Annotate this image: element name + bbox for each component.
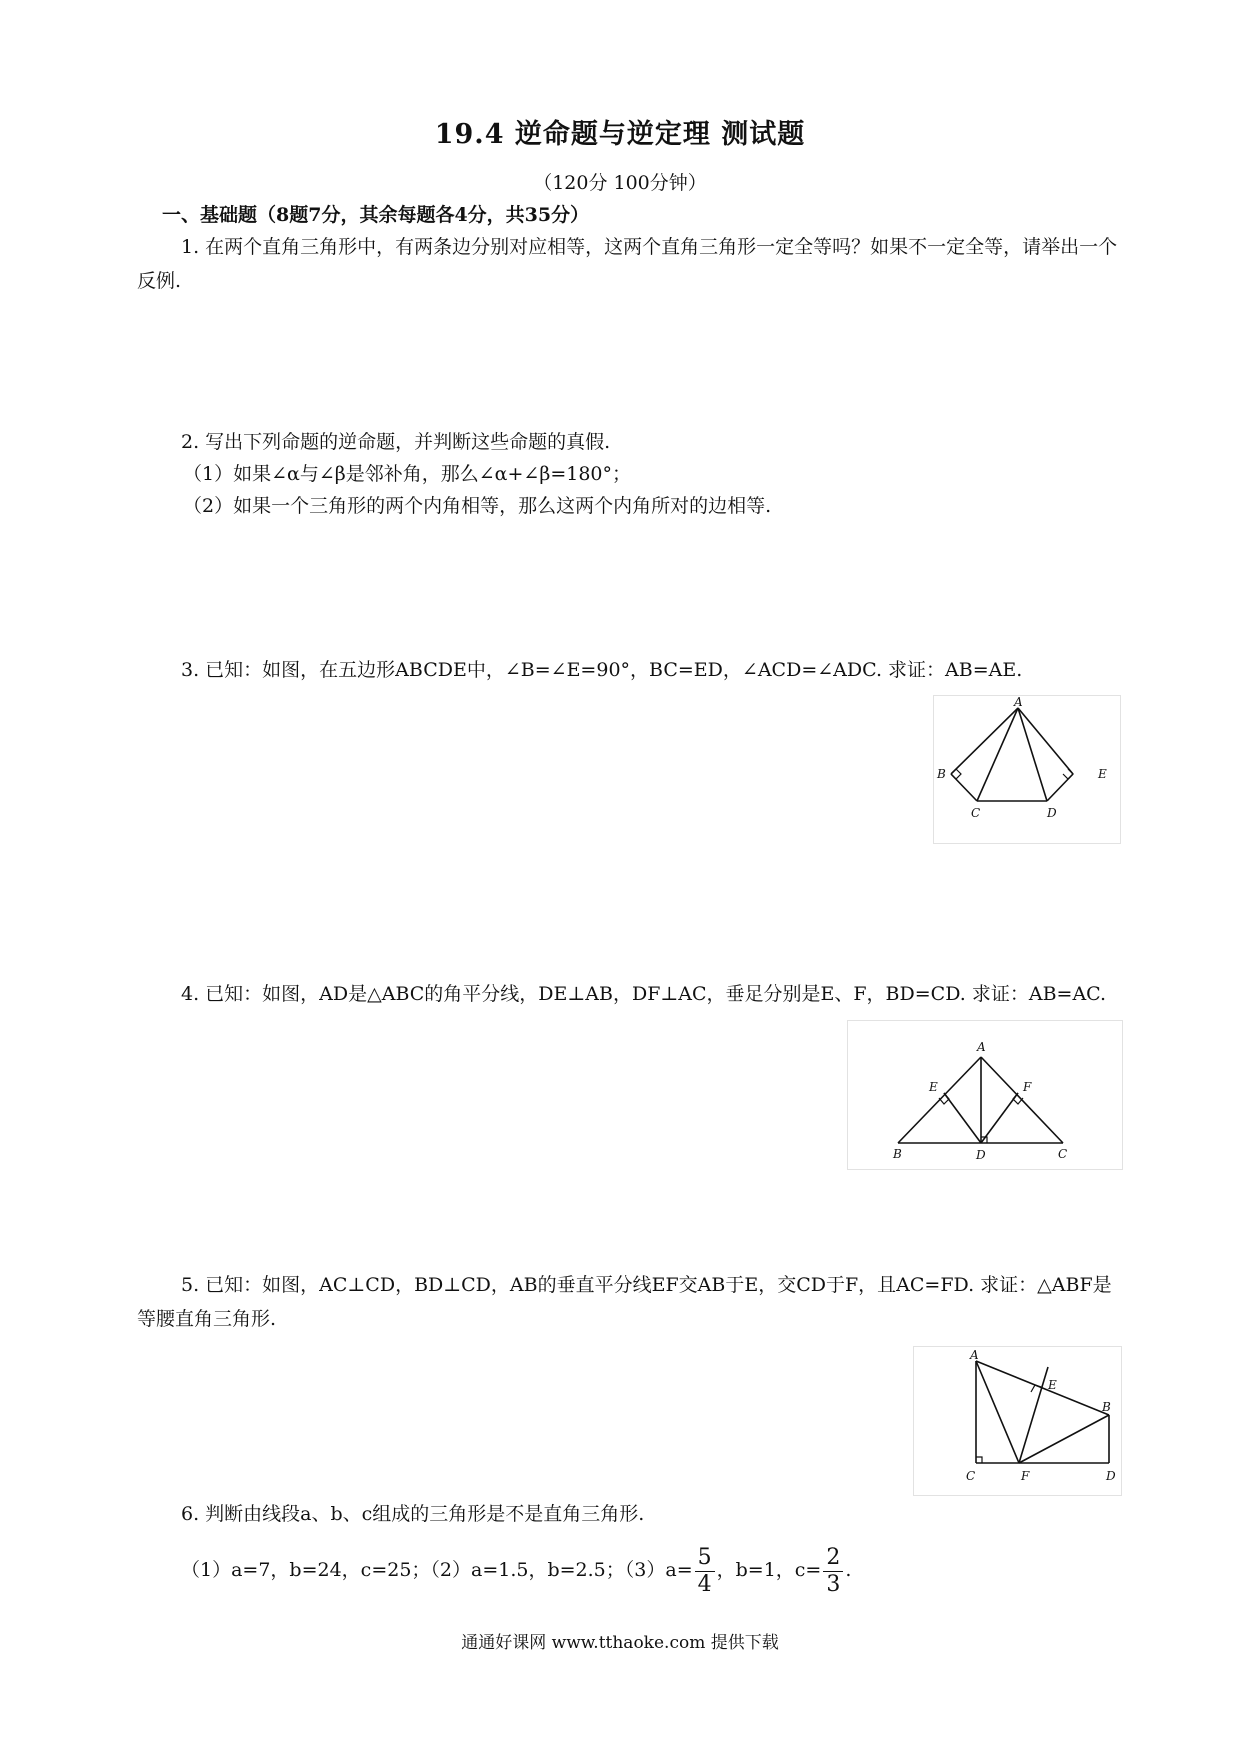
question-5: 5. 已知：如图，AC⊥CD，BD⊥CD，AB的垂直平分线EF交AB于E，交CD于F，且AC=FD. 求证：△ABF是等腰直角三角形. xyxy=(137,1274,1112,1330)
fig3-label-b: B xyxy=(937,767,946,781)
figure-angle-bisector xyxy=(847,1020,1123,1170)
fig5-label-d: D xyxy=(1106,1469,1116,1483)
question-6-parts xyxy=(181,1540,851,1600)
section-heading: 一、基础题（8题7分，其余每题各4分，共35分） xyxy=(162,204,590,226)
fig5-label-c: C xyxy=(966,1469,976,1483)
fig4-label-f: F xyxy=(1023,1080,1032,1094)
fig5-label-e: E xyxy=(1048,1378,1057,1392)
figure-pentagon xyxy=(933,695,1121,844)
fig4-label-c: C xyxy=(1058,1147,1068,1161)
fig4-label-d: D xyxy=(976,1148,986,1162)
question-2-stem: 2. 写出下列命题的逆命题，并判断这些命题的真假. xyxy=(181,431,611,453)
fraction-a-numerator: 5 xyxy=(695,1545,715,1572)
question-4: 4. 已知：如图，AD是△ABC的角平分线，DE⊥AB，DF⊥AC，垂足分别是E、F，BD=CD. 求证：AB=AC. xyxy=(181,983,1107,1005)
fig4-label-a: A xyxy=(977,1040,986,1054)
fig5-label-b: B xyxy=(1102,1400,1111,1414)
question-2-part-2: （2）如果一个三角形的两个内角相等，那么这两个内角所对的边相等. xyxy=(183,495,772,517)
fig4-label-b: B xyxy=(893,1147,902,1161)
fig3-label-a: A xyxy=(1014,696,1023,709)
question-6-part-c: . xyxy=(845,1559,852,1581)
question-1: 1. 在两个直角三角形中，有两条边分别对应相等，这两个直角三角形一定全等吗？如果不一定全等，请举出一个反例. xyxy=(137,236,1118,292)
fraction-c xyxy=(823,1545,843,1598)
question-2-part-1: （1）如果∠α与∠β是邻补角，那么∠α+∠β=180°； xyxy=(183,463,632,485)
fig5-label-f: F xyxy=(1021,1469,1030,1483)
page-subtitle: （120分 100分钟） xyxy=(533,172,707,194)
fraction-c-numerator: 2 xyxy=(823,1545,843,1572)
fig3-label-e: E xyxy=(1098,767,1107,781)
fig5-label-a: A xyxy=(970,1348,979,1362)
fig3-label-d: D xyxy=(1047,806,1057,820)
figure-perpendicular-bisector xyxy=(913,1346,1122,1496)
fig3-label-c: C xyxy=(971,806,981,820)
footer-credit: 通通好课网 www.tthaoke.com 提供下载 xyxy=(461,1633,779,1653)
fraction-a xyxy=(695,1545,715,1598)
page-title: 19.4 逆命题与逆定理 测试题 xyxy=(434,119,806,150)
question-6-part-b: ，b=1，c= xyxy=(716,1559,822,1581)
fig4-label-e: E xyxy=(929,1080,938,1094)
question-6-stem: 6. 判断由线段a、b、c组成的三角形是不是直角三角形. xyxy=(181,1503,645,1525)
question-6-part-a: （1）a=7，b=24，c=25；（2）a=1.5，b=2.5；（3）a= xyxy=(181,1559,693,1581)
fraction-a-denominator: 4 xyxy=(697,1571,712,1597)
question-3: 3. 已知：如图，在五边形ABCDE中，∠B=∠E=90°，BC=ED，∠ACD=∠ADC. 求证：AB=AE. xyxy=(181,659,1023,681)
fraction-c-denominator: 3 xyxy=(826,1571,841,1597)
